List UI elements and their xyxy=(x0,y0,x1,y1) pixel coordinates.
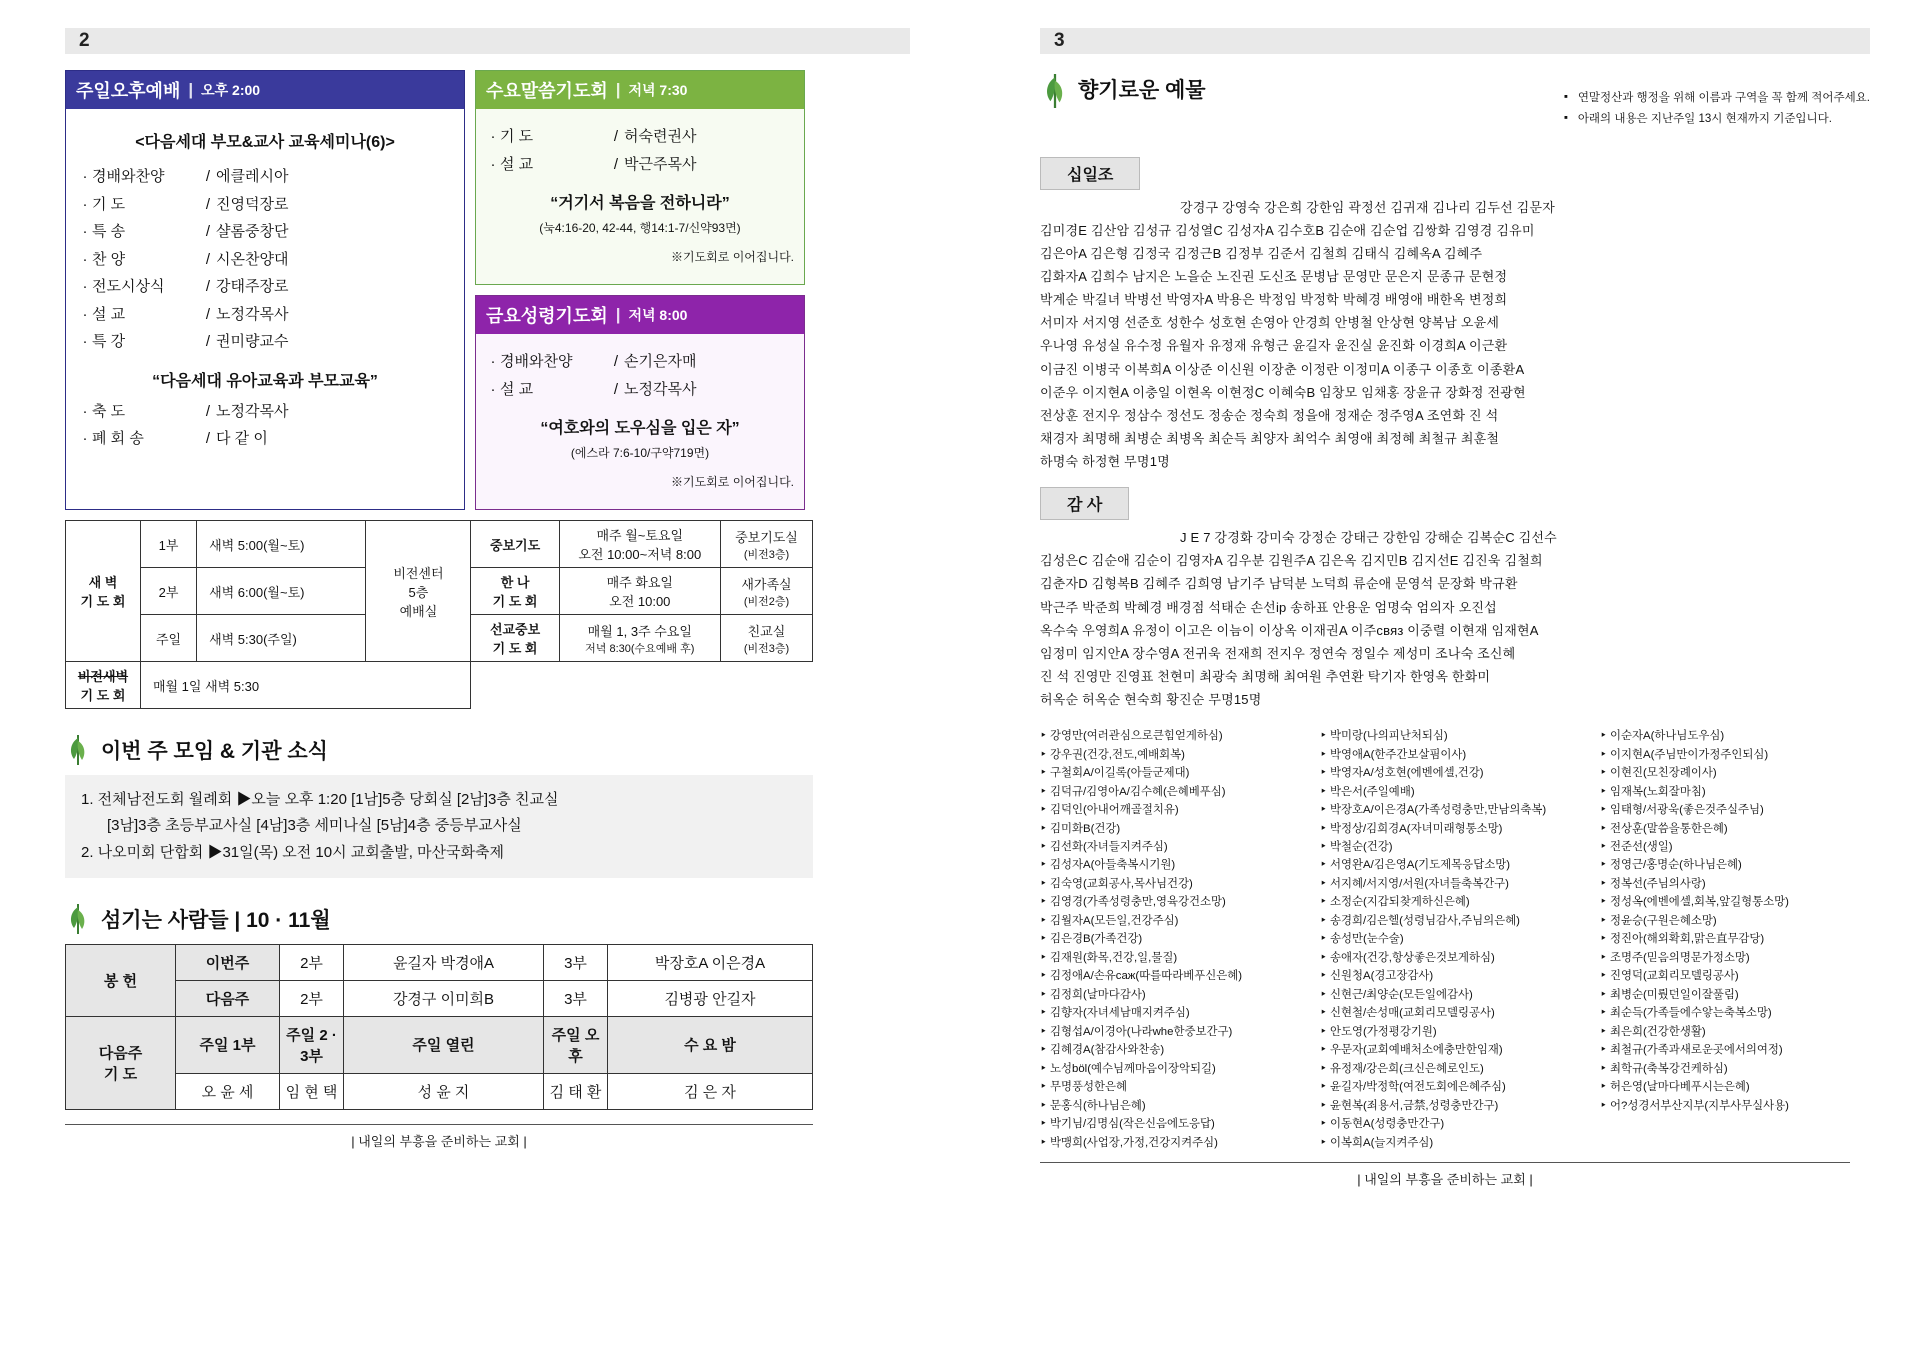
leaf-icon xyxy=(65,904,91,934)
page-number-right: 3 xyxy=(1054,30,1065,51)
hannah-time-line2: 오전 10:00 xyxy=(609,594,671,609)
dawn-time: 새벽 5:30(주일) xyxy=(197,615,366,662)
next-value-2: 성 윤 지 xyxy=(344,1073,544,1109)
intercessory-time xyxy=(559,521,720,568)
thanksgiving-names xyxy=(1040,526,1870,711)
list-item: ‣ 최은희(건강한생활) xyxy=(1600,1023,1862,1041)
next-value-4: 김 은 자 xyxy=(608,1073,813,1109)
order-value: 노정각목사 xyxy=(216,305,289,323)
order-label: 설 교 xyxy=(500,155,534,173)
mission-name-line1: 선교중보 xyxy=(489,622,541,637)
list-item: ‣ 진영덕(교회리모델링공사) xyxy=(1600,967,1862,985)
order-label: 전도시상식 xyxy=(92,278,165,295)
footer-left: | 내일의 부흥을 준비하는 교회 | xyxy=(65,1124,813,1150)
list-item: ‣ 김덕규/김영아A/김수혜(은혜베푸심) xyxy=(1040,783,1302,801)
friday-service-box xyxy=(475,295,805,510)
bullet-dot: · xyxy=(82,250,88,268)
list-item: ‣ 임태형/서광욱(좋은것주실주님) xyxy=(1600,801,1862,819)
dawn-place xyxy=(366,521,471,662)
list-item: ‣ 김향자(자녀세남매지켜주심) xyxy=(1040,1004,1302,1022)
name-row: 서미자 서지영 선준호 성한수 성호현 손영아 안경희 안병철 안상현 양복남 오윤세 xyxy=(1040,315,1500,331)
name-row: 김춘자D 김형복B 김혜주 김희영 남기주 남덕분 노덕희 류순애 문영석 문장화 박규환 xyxy=(1040,576,1518,592)
wednesday-note: ※기도회로 이어집니다. xyxy=(671,250,794,264)
order-label: 경배와찬양 xyxy=(92,168,165,185)
order-value: 노정각목사 xyxy=(216,402,289,420)
name-row: 김성은C 김순애 김순이 김영자A 김우분 김원주A 김은옥 김지민B 김지선E 김진욱 김철희 xyxy=(1040,553,1543,569)
name-row: 이준우 이지현A 이충일 이현옥 이현정C 이혜숙B 임창모 임채홍 장윤규 장화정 전광현 xyxy=(1040,384,1526,400)
list-item: ‣ 박은서(주일예배) xyxy=(1320,783,1582,801)
dawn-time: 새벽 6:00(월~토) xyxy=(197,568,366,615)
list-item: ‣ 정진아(해외확회,맑은直무감당) xyxy=(1600,930,1862,948)
dawn-part: 주일 xyxy=(140,615,196,662)
dawn-place-line1: 비전센터 xyxy=(393,565,444,581)
name-row: 김은아A 김은형 김정국 김정근B 김정부 김준서 김철희 김태식 김혜옥A 김혜주 xyxy=(1040,245,1483,261)
table-row xyxy=(66,1073,813,1109)
list-item: ‣ 김은경B(가족건강) xyxy=(1040,930,1302,948)
list-item: ‣ 허은영(날마다베푸시는은혜) xyxy=(1600,1078,1862,1096)
prayer-list xyxy=(1320,727,1582,1152)
wednesday-title: 수요말씀기도회 xyxy=(486,81,608,101)
prayer-schedule-table xyxy=(65,520,813,709)
list-item: ‣ 김숙영(교회공사,목사님건강) xyxy=(1040,875,1302,893)
list-item: ‣ 박정상/김희경A(자녀미래형통소망) xyxy=(1320,820,1582,838)
hannah-place-sub: (비전2층) xyxy=(743,595,790,608)
next-week-label: 다음주 xyxy=(176,980,280,1016)
list-item: ‣ 윤현복(죄용서,금禁,성령충만간구) xyxy=(1320,1097,1582,1115)
list-item: ‣ 노성böl(예수님께마음이장악되길) xyxy=(1040,1060,1302,1078)
slash: / xyxy=(205,278,211,295)
service-boxes-row xyxy=(65,70,915,510)
order-label: 특 송 xyxy=(92,223,126,240)
order-label: 기 도 xyxy=(92,195,126,213)
slash: / xyxy=(205,333,211,350)
leaf-icon xyxy=(1040,74,1066,104)
list-item: ‣ 임재복(노회잘마침) xyxy=(1600,783,1862,801)
order-label: 설 교 xyxy=(92,305,126,323)
hannah-name xyxy=(471,568,559,615)
intercessory-name: 중보기도 xyxy=(471,521,559,568)
list-item: ‣ 박영애A(한주간보살핌이사) xyxy=(1320,746,1582,764)
list-item: ‣ 박장호A/이은경A(가족성령충만,만남의축복) xyxy=(1320,801,1582,819)
bullet-dot: · xyxy=(490,128,496,145)
order-line xyxy=(78,249,452,272)
wednesday-scripture-ref: (눅4:16-20, 42-44, 행14:1-7/신약93면) xyxy=(539,221,741,235)
slash: / xyxy=(205,305,211,323)
order-value: 강태주장로 xyxy=(216,278,289,295)
offering-note: ▪ 아래의 내용은 지난주일 13시 현재까지 기준입니다. xyxy=(1564,109,1870,131)
next-header-3: 주일 오후 xyxy=(544,1016,608,1073)
intercessory-time-line2: 오전 10:00~저녁 8:00 xyxy=(578,547,702,562)
wednesday-service-box xyxy=(475,70,805,285)
page-header-left xyxy=(65,28,910,54)
bullet-dot: · xyxy=(82,333,88,350)
list-item: ‣ 김영경(가족성령충만,영육강건소망) xyxy=(1040,893,1302,911)
list-item: ‣ 송성만(눈수술) xyxy=(1320,930,1582,948)
name-row: 옥수숙 우영희A 유정이 이고은 이늠이 이상옥 이재권A 이주связ 이중렬 이현재 임재현A xyxy=(1040,622,1539,638)
next-prayer-line1: 다음주 xyxy=(98,1044,143,1062)
order-label: 설 교 xyxy=(500,380,534,398)
page-header-right xyxy=(1040,28,1870,54)
name-row: 채경자 최명해 최병순 최병옥 최순득 최양자 최억수 최영애 최정혜 최철규 최훈철 xyxy=(1040,430,1500,446)
slash: / xyxy=(613,155,619,173)
sunday-afternoon-time: 오후 2:00 xyxy=(201,82,261,98)
bullet-dot: · xyxy=(82,305,88,323)
mission-place xyxy=(720,615,812,662)
list-item: ‣ 강우권(건강,전도,예배회복) xyxy=(1040,746,1302,764)
news-item-cont: [3남]3층 초등부교사실 [4남]3층 세미나실 [5남]4층 중등부교사실 xyxy=(107,817,522,835)
leaf-icon xyxy=(65,735,91,765)
order-label: 특 강 xyxy=(92,333,126,350)
order-label: 경배와찬양 xyxy=(500,353,573,370)
intercessory-place-name: 중보기도실 xyxy=(735,529,798,545)
next-value-1: 임 현 택 xyxy=(280,1073,344,1109)
name-row: 이금진 이병국 이복희A 이상준 이신원 이장춘 이정란 이정미A 이종구 이종호 이종환A xyxy=(1040,361,1525,377)
right-page-content xyxy=(1040,70,1870,1188)
title-separator: | xyxy=(615,305,621,324)
slash: / xyxy=(205,402,211,420)
wednesday-title-bar xyxy=(476,71,804,109)
prayer-column-3 xyxy=(1600,727,1862,1152)
order-value: 박근주목사 xyxy=(624,155,697,173)
list-item: ‣ 유정재/강은희(크신은혜로인도) xyxy=(1320,1060,1582,1078)
list-item: ‣ 이현진(모친장례이사) xyxy=(1600,764,1862,782)
next-header-4: 수 요 밤 xyxy=(608,1016,813,1073)
prayer-list xyxy=(1600,727,1862,1115)
mission-place-sub: (비전3층) xyxy=(743,642,790,655)
vision-label-line1: 비전새벽 xyxy=(77,669,129,684)
bullet-dot: · xyxy=(82,278,88,295)
midweek-services-stack xyxy=(475,70,805,510)
order-line xyxy=(78,166,452,189)
list-item: ‣ 송경희/김은헬(성령님감사,주님의은혜) xyxy=(1320,912,1582,930)
dawn-label-line2: 기 도 회 xyxy=(80,594,126,609)
title-separator: | xyxy=(615,80,621,99)
page-number-left: 2 xyxy=(79,30,90,51)
this-week-label: 이번주 xyxy=(176,944,280,980)
friday-body xyxy=(476,334,804,509)
order-label: 폐 회 송 xyxy=(92,430,144,447)
order-value: 다 같 이 xyxy=(216,430,268,447)
name-row: 우나영 유성실 유수정 유월자 유정재 유형근 윤길자 윤진실 윤진화 이경희A 이근환 xyxy=(1040,338,1508,354)
list-item: ‣ 우문자(교회예배처소에충만한임재) xyxy=(1320,1041,1582,1059)
part-3-names: 김병광 안길자 xyxy=(608,980,813,1016)
list-item: ‣ 김혜경A(참감사와찬송) xyxy=(1040,1041,1302,1059)
list-item: ‣ 서지혜/서지영/서원(자녀들축복간구) xyxy=(1320,875,1582,893)
part-2-names: 강경구 이미희B xyxy=(344,980,544,1016)
order-line xyxy=(78,331,452,354)
list-item: ‣ 박미랑(나의피난처되심) xyxy=(1320,727,1582,745)
name-row: 김미경E 김산암 김성규 김성열C 김성자A 김수호B 김순애 김순업 김쌍화 김영경 김유미 xyxy=(1040,222,1535,238)
tithe-names xyxy=(1040,196,1870,474)
order-line xyxy=(78,428,452,451)
bullet-dot: · xyxy=(82,402,88,420)
name-row: 허옥순 허옥순 현숙희 황진순 무명15명 xyxy=(1040,692,1262,708)
order-line xyxy=(486,351,794,374)
name-row: 박계순 박길녀 박병선 박영자A 박용은 박정임 박정학 박혜경 배영애 배한옥 변정희 xyxy=(1040,292,1508,308)
list-item: ‣ 김선화(자녀들지켜주심) xyxy=(1040,838,1302,856)
part-3-label: 3부 xyxy=(544,980,608,1016)
order-value: 진영덕장로 xyxy=(216,195,289,213)
mission-time-line1: 매월 1, 3주 수요일 xyxy=(587,623,692,639)
mission-name-line2: 기 도 회 xyxy=(492,641,538,656)
list-item: ‣ 김재원(화목,건강,일,물질) xyxy=(1040,949,1302,967)
mission-name xyxy=(471,615,559,662)
next-prayer-line2: 기 도 xyxy=(103,1065,138,1083)
table-row xyxy=(66,1016,813,1073)
dawn-part: 1부 xyxy=(140,521,196,568)
table-row xyxy=(66,944,813,980)
serve-heading-text: 섬기는 사람들 | 10 · 11월 xyxy=(101,908,331,932)
news-box xyxy=(65,775,813,878)
name-row: 박근주 박준희 박혜경 배경점 석태순 손선ір 송하표 안용운 엄명숙 엄의자 오진섭 xyxy=(1040,599,1497,615)
list-item: ‣ 신현근/최양순(모든일에감사) xyxy=(1320,986,1582,1004)
order-value: 손기은자매 xyxy=(624,353,697,370)
table-row xyxy=(66,521,813,568)
bullet-dot: · xyxy=(82,168,88,185)
list-item: ‣ 이복희A(늘지켜주심) xyxy=(1320,1134,1582,1152)
news-section-heading xyxy=(65,735,915,765)
order-line xyxy=(78,276,452,299)
name-row: J E 7 강경화 강미숙 강정순 강태근 강한임 강해순 김복순C 김선수 xyxy=(1180,530,1557,546)
list-item: ‣ 문홍식(하나님은혜) xyxy=(1040,1097,1302,1115)
slash: / xyxy=(205,223,211,240)
bullet-dot: · xyxy=(490,155,496,173)
slash: / xyxy=(205,195,211,213)
name-row: 김화자A 김희수 남지은 노을순 노진권 도신조 문병남 문영만 문은지 문종규 문현정 xyxy=(1040,269,1508,285)
list-item: ‣ 무명풍성한은혜 xyxy=(1040,1078,1302,1096)
hannah-time xyxy=(559,568,720,615)
slash: / xyxy=(205,250,211,268)
hannah-place xyxy=(720,568,812,615)
news-item: 2. 나오미회 단합회 ▶31일(목) 오전 10시 교회출발, 마산국화축제 xyxy=(81,843,504,861)
order-line xyxy=(78,304,452,327)
part-2-label: 2부 xyxy=(280,944,344,980)
order-line xyxy=(78,221,452,244)
order-label: 축 도 xyxy=(92,402,126,420)
list-item: ‣ 소정순(지갑되찾게하신은혜) xyxy=(1320,893,1582,911)
list-item: ‣ 김형섭A/이경아(나라whe한중보간구) xyxy=(1040,1023,1302,1041)
next-value-3: 김 태 환 xyxy=(544,1073,608,1109)
friday-scripture-ref: (에스라 7:6-10/구약719면) xyxy=(570,446,710,460)
tithe-label: 십일조 xyxy=(1040,157,1140,190)
order-value: 샬롬중창단 xyxy=(216,223,289,240)
order-line xyxy=(78,401,452,424)
order-value: 노정각목사 xyxy=(624,380,697,398)
list-item: ‣ 정윤승(구원은혜소망) xyxy=(1600,912,1862,930)
prayer-request-columns xyxy=(1040,727,1870,1152)
list-item: ‣ 이동현A(성령충만간구) xyxy=(1320,1115,1582,1133)
title-separator: | xyxy=(188,80,194,99)
list-item: ‣ 박기님/김명심(작은신음에도응답) xyxy=(1040,1115,1302,1133)
offering-heading-row xyxy=(1040,70,1870,143)
slash: / xyxy=(205,168,211,185)
list-item: ‣ 전준선(생일) xyxy=(1600,838,1862,856)
list-item: ‣ 최철규(가족과새로운곳에서의여정) xyxy=(1600,1041,1862,1059)
name-row: 강경구 강영숙 강은희 강한임 곽정선 김귀재 김나리 김두선 김문자 xyxy=(1180,199,1555,215)
order-value: 권미량교수 xyxy=(216,333,289,350)
dawn-part: 2부 xyxy=(140,568,196,615)
list-item: ‣ 최학규(축복강건케하심) xyxy=(1600,1060,1862,1078)
list-item: ‣ 윤길자/박정학(여전도회에은혜주심) xyxy=(1320,1078,1582,1096)
tithe-block xyxy=(1040,157,1870,474)
offering-label: 봉 헌 xyxy=(66,944,176,1016)
offering-heading-text: 향기로운 예물 xyxy=(1078,79,1206,102)
mission-place-name: 친교실 xyxy=(747,623,786,639)
next-week-prayer-label xyxy=(66,1016,176,1109)
part-3-names: 박장호A 이은경A xyxy=(608,944,813,980)
dawn-place-line3: 예배실 xyxy=(399,603,438,619)
wednesday-body xyxy=(476,109,804,284)
seminar-title: <다음세대 부모&교사 교육세미나(6)> xyxy=(135,134,395,151)
prayer-column-2 xyxy=(1320,727,1582,1152)
list-item: ‣ 안도영(가정평강기원) xyxy=(1320,1023,1582,1041)
sermon-title: “다음세대 유아교육과 부모교육” xyxy=(152,372,378,390)
order-value: 에클레시아 xyxy=(216,168,289,185)
dawn-prayer-label xyxy=(66,521,141,662)
slash: / xyxy=(613,128,619,145)
slash: / xyxy=(205,430,211,447)
thanksgiving-block xyxy=(1040,487,1870,711)
table-row xyxy=(66,980,813,1016)
bullet-dot: · xyxy=(490,353,496,370)
friday-time: 저녁 8:00 xyxy=(628,307,688,323)
bullet-dot: · xyxy=(82,223,88,240)
offering-note: ▪ 연말정산과 행정을 위해 이름과 구역을 꼭 함께 적어주세요. xyxy=(1564,88,1870,110)
name-row: 하명숙 하정현 무명1명 xyxy=(1040,454,1170,470)
intercessory-place xyxy=(720,521,812,568)
list-item: ‣ 김정애A/손유саж(따를따라베푸신은혜) xyxy=(1040,967,1302,985)
left-page-content xyxy=(65,70,915,1150)
dawn-place-line2: 5층 xyxy=(408,584,429,600)
bullet-dot: · xyxy=(82,430,88,447)
hannah-place-name: 새가족실 xyxy=(741,576,792,592)
list-item: ‣ 김성자A(아들축복시기원) xyxy=(1040,856,1302,874)
list-item: ‣ 어?성경서부산지부(지부사무실사용) xyxy=(1600,1097,1862,1115)
name-row: 임정미 임지안A 장수영A 전귀욱 전재희 전지우 정연숙 정일수 제성미 조나숙 조신혜 xyxy=(1040,645,1516,661)
slash: / xyxy=(613,380,619,398)
list-item: ‣ 박영자A/성호현(에벤에셀,건강) xyxy=(1320,764,1582,782)
order-value: 허숙련권사 xyxy=(624,128,697,145)
sunday-afternoon-title-bar xyxy=(66,71,464,109)
wednesday-time: 저녁 7:30 xyxy=(628,82,688,98)
slash: / xyxy=(613,353,619,370)
list-item: ‣ 신현철/손성매(교회리모델링공사) xyxy=(1320,1004,1582,1022)
part-2-names: 윤길자 박경애A xyxy=(344,944,544,980)
order-label: 기 도 xyxy=(500,128,534,145)
list-item: ‣ 이순자A(하나님도우심) xyxy=(1600,727,1862,745)
list-item: ‣ 송애자(건강,항상좋은것보게하심) xyxy=(1320,949,1582,967)
serve-section-heading xyxy=(65,904,915,934)
hannah-name-line2: 기 도 회 xyxy=(492,594,538,609)
list-item: ‣ 김덕인(아내어깨골절치유) xyxy=(1040,801,1302,819)
list-item: ‣ 정영근/홍명순(하나님은혜) xyxy=(1600,856,1862,874)
order-line xyxy=(486,126,794,149)
serve-table xyxy=(65,944,813,1110)
list-item: ‣ 신원청A(경고장감사) xyxy=(1320,967,1582,985)
order-value: 시온찬양대 xyxy=(216,250,289,268)
list-item: ‣ 최순득(가족들에수앟는축복소망) xyxy=(1600,1004,1862,1022)
order-label: 찬 양 xyxy=(92,250,126,268)
order-line xyxy=(486,154,794,177)
bullet-dot: · xyxy=(490,380,496,398)
list-item: ‣ 김미화B(건강) xyxy=(1040,820,1302,838)
sunday-afternoon-title: 주일오후예배 xyxy=(76,81,181,101)
friday-note: ※기도회로 이어집니다. xyxy=(671,475,794,489)
thanksgiving-label: 감 사 xyxy=(1040,487,1129,520)
list-item: ‣ 박맹희(사업장,가정,건강지켜주심) xyxy=(1040,1134,1302,1152)
hannah-name-line1: 한 나 xyxy=(500,575,530,590)
list-item: ‣ 정복선(주님의사랑) xyxy=(1600,875,1862,893)
list-item: ‣ 강영만(여러관심으로큰힘얻게하심) xyxy=(1040,727,1302,745)
hannah-time-line1: 매주 화요일 xyxy=(606,575,673,590)
list-item: ‣ 정성옥(에벤에셀,회복,앞길형통소망) xyxy=(1600,893,1862,911)
list-item: ‣ 이지현A(주님만이가정주인되심) xyxy=(1600,746,1862,764)
news-item: 1. 전체남전도회 월례회 ▶오늘 오후 1:20 [1남]5층 당회실 [2남]3층 친교실 xyxy=(81,791,559,808)
prayer-column-1 xyxy=(1040,727,1302,1152)
vision-label-line2: 기 도 회 xyxy=(80,688,126,703)
footer-right: | 내일의 부흥을 준비하는 교회 | xyxy=(1040,1162,1850,1188)
list-item: ‣ 구철회A/이길록(아들군제대) xyxy=(1040,764,1302,782)
mission-time xyxy=(559,615,720,662)
list-item: ‣ 김정희(날마다감사) xyxy=(1040,986,1302,1004)
bullet-dot: · xyxy=(82,195,88,213)
list-item: ‣ 김월자A(모든일,건강주심) xyxy=(1040,912,1302,930)
friday-title: 금요성령기도회 xyxy=(486,306,608,326)
list-item: ‣ 조명주(믿음의명문가정소망) xyxy=(1600,949,1862,967)
next-header-1: 주일 2 · 3부 xyxy=(280,1016,344,1073)
wednesday-sermon-title: “거기서 복음을 전하니라” xyxy=(550,195,730,212)
next-value-0: 오 윤 세 xyxy=(176,1073,280,1109)
offering-notes xyxy=(1524,82,1870,132)
sunday-afternoon-service-box xyxy=(65,70,465,510)
dawn-time: 새벽 5:00(월~토) xyxy=(197,521,366,568)
dawn-label-line1: 새 벽 xyxy=(88,575,118,590)
intercessory-time-line1: 매주 월~토요일 xyxy=(596,528,684,543)
vision-dawn-time: 매월 1일 새벽 5:30 xyxy=(140,662,471,709)
part-2-label: 2부 xyxy=(280,980,344,1016)
list-item: ‣ 최병순(미뤘던일이잘풀림) xyxy=(1600,986,1862,1004)
list-item: ‣ 박철순(건강) xyxy=(1320,838,1582,856)
friday-sermon-title: “여호와의 도우심을 입은 자” xyxy=(540,420,740,437)
news-heading-text: 이번 주 모임 & 기관 소식 xyxy=(101,740,328,763)
sunday-afternoon-body xyxy=(66,109,464,470)
next-header-2: 주일 열린 xyxy=(344,1016,544,1073)
intercessory-place-sub: (비전3층) xyxy=(743,548,790,561)
prayer-list xyxy=(1040,727,1302,1152)
list-item: ‣ 전상훈(말씀을통한은혜) xyxy=(1600,820,1862,838)
vision-dawn-label xyxy=(66,662,141,709)
table-row xyxy=(66,662,813,709)
list-item: ‣ 서영완A/김은영A(기도제목응답소망) xyxy=(1320,856,1582,874)
friday-title-bar xyxy=(476,296,804,334)
order-line xyxy=(486,379,794,402)
next-header-0: 주일 1부 xyxy=(176,1016,280,1073)
name-row: 전상훈 전지우 정삼수 정선도 정송순 정숙희 정을애 정재순 정주영A 조연화 진 석 xyxy=(1040,407,1499,423)
part-3-label: 3부 xyxy=(544,944,608,980)
name-row: 진 석 진영만 진영표 천현미 최광숙 최명해 최여원 추연환 탁기자 한영옥 한화미 xyxy=(1040,668,1491,684)
order-line xyxy=(78,194,452,217)
mission-time-line2: 저녁 8:30(수요예배 후) xyxy=(585,642,695,655)
